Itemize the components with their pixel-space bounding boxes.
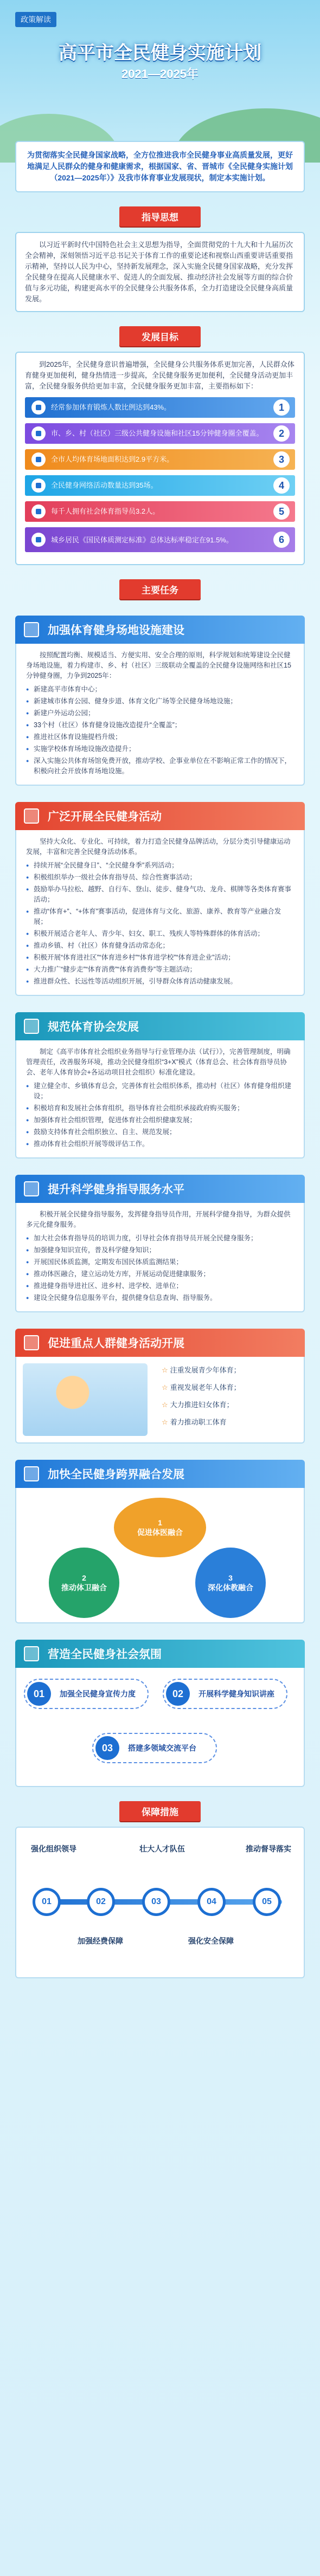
- guarantee-item: 强化组织领导: [31, 1844, 76, 1853]
- guarantee-body: [15, 1827, 305, 1978]
- atmosphere-number: 01: [27, 1682, 51, 1706]
- list-item: ● 实施学校体育场地设施改造提升；: [26, 744, 294, 754]
- guidance-icon: [24, 1181, 39, 1196]
- target-icon: [31, 504, 46, 519]
- target-number: 2: [273, 425, 290, 442]
- fusion-label: 促进体医融合: [137, 1528, 183, 1537]
- megaphone-icon: [24, 1646, 39, 1661]
- list-item: ● 鼓励举办马拉松、越野、自行车、登山、徒步、健身气功、龙舟、棋牌等各类体育赛事活动；: [26, 884, 294, 905]
- task5-title: 促进重点人群健身活动开展: [48, 1337, 184, 1350]
- target-icon: [31, 426, 46, 441]
- guarantee-item: 壮大人才队伍: [139, 1844, 185, 1853]
- task4-header: [15, 1175, 305, 1203]
- running-icon: [24, 808, 39, 824]
- task2-title: 广泛开展全民健身活动: [48, 811, 162, 823]
- task2-intro: 坚持大众化、专业化、可持续，着力打造全民健身品牌活动，分层分类引导健康运动发展，丰富和完善全民健身活动体系。: [26, 838, 291, 856]
- fusion-label: 推动体卫融合: [61, 1583, 107, 1592]
- guiding-label: 指导思想: [119, 206, 201, 226]
- task4-list: [26, 1233, 294, 1303]
- guarantee-label: 保障措施: [119, 1801, 201, 1821]
- task4-intro: 积极开展全民健身指导服务，发挥健身指导员作用，开展科学健身指导，为群众提供多元化健身服务。: [26, 1211, 291, 1228]
- list-item: ● 推进社区体育设施提档升级；: [26, 732, 294, 742]
- targets-text: 到2025年，全民健身意识普遍增强，全民健身公共服务体系更加完善，人民群众体育健身更加便利，健身热情进一步提高，全民健身服务更加便利，全民健身活动更加丰富，全民健身服务供给更加丰富，全民健身服务更加丰富，主要指标如下：: [25, 360, 295, 390]
- target-icon: [31, 452, 46, 467]
- list-item: ● 加强体育社会组织管理，促进体育社会组织健康发展；: [26, 1115, 294, 1125]
- fusion-circle: [114, 1498, 206, 1557]
- atmosphere-text: 加强全民健身宣传力度: [60, 1690, 136, 1698]
- atmosphere-text: 搭建多领域交流平台: [128, 1744, 196, 1752]
- list-item: ● 推进健身指导进社区、进乡村、进学校、进单位；: [26, 1281, 294, 1291]
- list-item: ● 持续开展“全民健身日”、“全民健身季”系列活动；: [26, 860, 294, 871]
- list-item: ☆ 着力推动职工体育: [156, 1415, 297, 1429]
- task3-list: [26, 1081, 294, 1149]
- list-item: ● 新建高平市体育中心；: [26, 684, 294, 695]
- fusion-circle: [49, 1548, 119, 1618]
- guarantee-item: 推动督导落实: [246, 1844, 291, 1853]
- task2-body: [15, 830, 305, 996]
- list-item: ● 建立健全市、乡镇体育总会，完善体育社会组织体系，推动村（社区）体育健身组织建设；: [26, 1081, 294, 1102]
- list-item: ☆ 大力推进妇女体育；: [156, 1398, 297, 1412]
- page-subtitle: 2021—2025年: [121, 67, 199, 81]
- task1-header: [15, 616, 305, 644]
- fusion-number: 3: [228, 1574, 233, 1582]
- target-text: 全民健身网络活动数量达到35场。: [51, 481, 158, 489]
- task1-list: [26, 684, 294, 776]
- target-item: [25, 397, 295, 418]
- list-item: ● 深入实施公共体育场馆免费开放，推动学校、企事业单位在不影响正常工作的情况下，积极向社会开放体育场地设施。: [26, 756, 294, 776]
- list-item: ● 加大社会体育指导员的培训力度，引导社会体育指导员开展全民健身服务；: [26, 1233, 294, 1244]
- list-item: ☆ 重视发展老年人体育；: [156, 1381, 297, 1395]
- target-item: [25, 501, 295, 522]
- task3-intro: 制定《高平市体育社会组织业务指导与行业管理办法（试行）》，完善管理制度，明确管理责任，改善服务环境，推动全民健身组织“3+X”模式（体育总会、社会体育指导员协会、老年人体育协会+各运动项目社会组织）标准化建设。: [26, 1048, 291, 1076]
- target-number: 6: [273, 532, 290, 548]
- target-icon: [31, 478, 46, 493]
- task6-body: [15, 1488, 305, 1623]
- task3-body: [15, 1040, 305, 1158]
- target-icon: [31, 533, 46, 547]
- people-icon: [24, 1335, 39, 1350]
- atmosphere-item: [163, 1679, 287, 1709]
- atmosphere-number: 02: [166, 1682, 190, 1706]
- target-number: 3: [273, 451, 290, 468]
- target-text: 城乡居民《国民体质测定标准》总体达标率稳定在91.5%。: [51, 535, 233, 544]
- building-icon: [24, 622, 39, 637]
- target-item: [25, 449, 295, 470]
- task5-body: [15, 1357, 305, 1444]
- list-item: ☆ 注重发展青少年体育；: [156, 1363, 297, 1377]
- guarantee-item: 强化安全保障: [188, 1937, 234, 1945]
- target-list: [25, 397, 295, 552]
- page-title: 高平市全民健身实施计划: [59, 43, 261, 63]
- atmosphere-item: [92, 1733, 217, 1763]
- task1-body: [15, 644, 305, 786]
- task2-list: [26, 860, 294, 987]
- tasks-label: 主要任务: [119, 579, 201, 599]
- task1-title: 加强体育健身场地设施建设: [48, 624, 184, 637]
- list-item: ● 建设全民健身信息服务平台，提供健身信息查询、指导服务。: [26, 1293, 294, 1303]
- task5-header: [15, 1329, 305, 1357]
- guarantee-number: 02: [87, 1888, 115, 1916]
- task6-title: 加快全民健身跨界融合发展: [48, 1468, 184, 1481]
- guiding-text: 以习近平新时代中国特色社会主义思想为指导，全面贯彻党的十九大和十九届历次全会精神，深刻领悟习近平总书记关于体育工作的重要论述和视察山西重要讲话重要指示精神，坚持以人民为中心，坚持新发展理念，深入实施全民健身国家战略，充分发挥全民健身在提高人民健康水平、促进人的全面发展、推动经济社会发展等方面的综合价值与多元功能，构建更高水平的全民健身公共服务体系，全力打造建设全民健身高质量发展。: [15, 232, 305, 312]
- association-icon: [24, 1019, 39, 1034]
- list-item: ● 加强健身知识宣传，普及科学健身知识；: [26, 1245, 294, 1255]
- task7-title: 营造全民健身社会氛围: [48, 1648, 162, 1661]
- task4-body: [15, 1203, 305, 1312]
- target-icon: [31, 400, 46, 415]
- list-item: ● 开展国民体质监测，定期发布国民体质监测结果；: [26, 1257, 294, 1267]
- target-item: [25, 475, 295, 496]
- list-item: ● 积极组织举办一级社会体育指导员、综合性赛事活动；: [26, 872, 294, 883]
- target-item: [25, 527, 295, 552]
- targets-label: 发展目标: [119, 326, 201, 346]
- task2-header: [15, 802, 305, 830]
- list-item: ● 推动体育社会组织开展等级评估工作。: [26, 1139, 294, 1149]
- fusion-number: 2: [82, 1574, 86, 1582]
- intro-text: 为贯彻落实全民健身国家战略，全方位推进我市全民健身事业高质量发展，更好地满足人民群众的健身和健康需求，根据国家、省、晋城市《全民健身实施计划（2021—2025年）》及我市体育事业发展现状，制定本实施计划。: [15, 141, 305, 192]
- task3-header: [15, 1012, 305, 1040]
- list-item: ● 推动体医融合，建立运动处方库，开展运动促进健康服务；: [26, 1269, 294, 1279]
- target-text: 全市人均体育场地面积达到2.9平方米。: [51, 455, 174, 463]
- hero-banner: [0, 0, 320, 163]
- fusion-circle: [195, 1548, 266, 1618]
- task7-header: [15, 1640, 305, 1668]
- atmosphere-number: 03: [95, 1736, 119, 1760]
- list-item: ● 推动“体育+”、“+体育”赛事活动，促进体育与文化、旅游、康养、教育等产业融合发展；: [26, 907, 294, 927]
- list-item: ● 33个村（社区）体育健身设施改造提升“全覆盖”；: [26, 720, 294, 730]
- list-item: ● 积极培育和发展社会体育组织，指导体育社会组织承接政府购买服务；: [26, 1103, 294, 1114]
- task3-title: 规范体育协会发展: [48, 1021, 139, 1033]
- guarantee-item: 加强经费保障: [78, 1937, 123, 1945]
- target-number: 5: [273, 503, 290, 520]
- list-item: ● 积极开展适合老年人、青少年、妇女、职工、残疾人等特殊群体的体育活动；: [26, 929, 294, 939]
- target-item: [25, 423, 295, 444]
- target-text: 每千人拥有社会体育指导员3.2人。: [51, 507, 160, 515]
- policy-badge: 政策解读: [15, 12, 56, 27]
- atmosphere-text: 开展科学健身知识讲座: [199, 1690, 274, 1698]
- task5-list: [156, 1363, 297, 1436]
- guarantee-number: 01: [33, 1888, 61, 1916]
- target-text: 市、乡、村（社区）三级公共健身设施和社区15分钟健身圈全覆盖。: [51, 429, 264, 437]
- targets-panel: [15, 352, 305, 565]
- target-text: 经常参加体育锻炼人数比例达到43%。: [51, 403, 171, 411]
- fusion-icon: [24, 1466, 39, 1481]
- fusion-number: 1: [158, 1518, 162, 1527]
- crowd-illustration: [23, 1363, 148, 1436]
- list-item: ● 新建户外运动公园；: [26, 708, 294, 719]
- atmosphere-item: [24, 1679, 149, 1709]
- task4-title: 提升科学健身指导服务水平: [48, 1183, 184, 1196]
- target-number: 1: [273, 399, 290, 416]
- list-item: ● 大力推广“健步走”“体育消费”“体育消费券”等主题活动；: [26, 965, 294, 975]
- list-item: ● 新建城市体育公园、健身步道、体育文化广场等全民健身场地设施；: [26, 696, 294, 707]
- fusion-label: 深化体教融合: [208, 1583, 253, 1592]
- guarantee-number: 05: [253, 1888, 281, 1916]
- list-item: ● 推进群众性、长远性等活动组织开展，引导群众体育活动健康发展。: [26, 976, 294, 987]
- task1-intro: 按照配置均衡、规模适当、方便实用、安全合理的原则，科学规划和统筹建设全民健身场地设施，着力构建市、乡、村（社区）三级联动全覆盖的全民健身设施网络和社区15分钟健身圈，力争到2025年：: [26, 651, 291, 679]
- target-number: 4: [273, 477, 290, 494]
- list-item: ● 推动乡镇、村（社区）体育健身活动常态化；: [26, 941, 294, 951]
- task6-header: [15, 1460, 305, 1488]
- list-item: ● 积极开展“体育进社区”“体育进乡村”“体育进学校”“体育进企业”活动；: [26, 953, 294, 963]
- list-item: ● 鼓励支持体育社会组织独立、自主、规范发展；: [26, 1127, 294, 1137]
- guarantee-number: 04: [197, 1888, 226, 1916]
- guarantee-number: 03: [142, 1888, 170, 1916]
- task7-body: [15, 1668, 305, 1787]
